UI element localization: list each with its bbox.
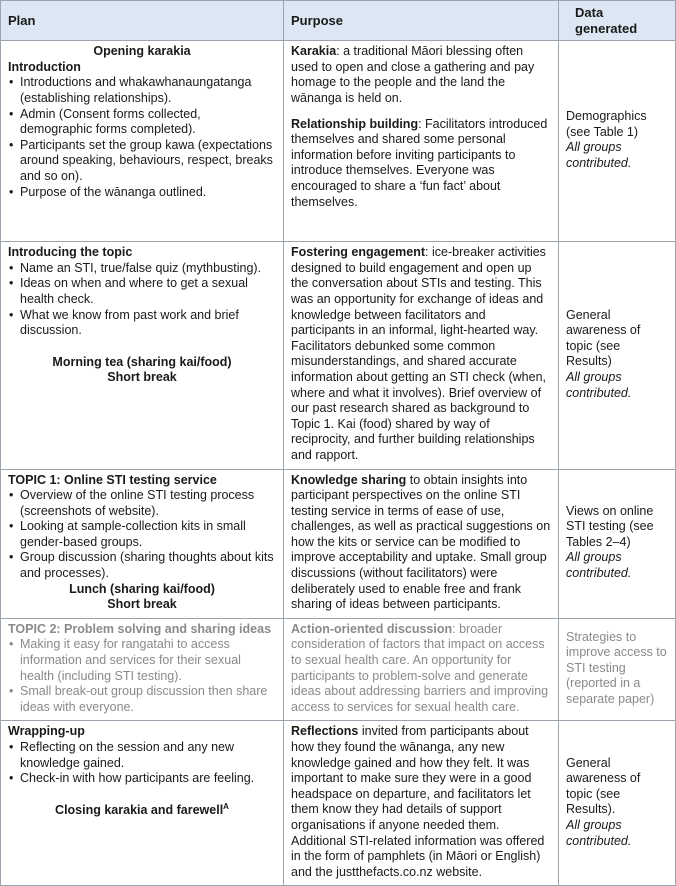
table-row (1, 469, 676, 618)
purpose-text: : a traditional Māori blessing often used to open and close a gathering and pay homage to the people and the land the wānanga is held on. (291, 44, 535, 105)
data-note: All groups contributed. (566, 817, 632, 848)
list-item: • What we know from past work and brief discussion. (20, 308, 276, 339)
list-item: • Introductions and whakawhanaungatanga (establishing relationships). (20, 75, 276, 106)
plan-cell (1, 41, 284, 242)
purpose-paragraph (291, 622, 551, 716)
plan-list (8, 488, 276, 582)
plan-cell (1, 721, 284, 886)
plan-center-label: Morning tea (sharing kai/food) (52, 354, 232, 369)
list-item: • Making it easy for rangatahi to access information and services for their sexual health (including STI testing). (20, 637, 276, 684)
plan-center-label: Lunch (sharing kai/food) (69, 581, 215, 596)
data-note: All groups contributed. (566, 369, 632, 400)
data-cell (559, 721, 676, 886)
plan-list (8, 75, 276, 200)
header-purpose: Purpose (284, 1, 559, 41)
header-data-generated: Data generated (559, 1, 676, 41)
plan-list (8, 740, 276, 787)
list-item: • Reflecting on the session and any new knowledge gained. (20, 740, 276, 771)
data-text: Demographics (see Table 1) (566, 109, 647, 139)
list-item: • Group discussion (sharing thoughts about kits and processes). (20, 550, 276, 581)
data-cell (559, 41, 676, 242)
purpose-cell (284, 721, 559, 886)
purpose-text: to obtain insights into participant perspectives on the online STI testing service in terms of ease of use, challenges, as well as practical suggestions on how the kits or service can be modified to improve acceptability and uptake. Small group discussions (without facilitators) were deliberately used to enable free and frank sharing of ideas between participants. (291, 472, 551, 612)
purpose-term: Reflections (291, 724, 359, 739)
plan-cell (1, 618, 284, 721)
data-note: All groups contributed. (566, 550, 632, 581)
plan-heading: Introducing the topic (8, 245, 133, 260)
purpose-text: : Facilitators introduced themselves and shared some personal information before inviting participants to introduce themselves. Everyone was encouraged to share a ‘fun fact’ about themselves. (291, 116, 548, 209)
purpose-text: : broader consideration of factors that impact on access to sexual health care. An opportunity for participants to problem-solve and generate ideas about addressing barriers and improving access to services for sexual health care. (291, 621, 549, 714)
purpose-term: Relationship building (291, 116, 419, 131)
list-item: • Admin (Consent forms collected, demographic forms completed). (20, 107, 276, 138)
purpose-cell (284, 618, 559, 721)
purpose-text: : ice-breaker activities designed to build engagement and open up the conversation about STIs and testing. This was an opportunity for exchange of ideas and knowledge between facilitators and participants in an informal, light-hearted way. Facilitators debunked some common misunderstandings, and shared accurate information about getting an STI check (when, where and what it involves). Brief overview of our past research shared as background to Topic 1. Kai (food) shared by way of reciprocity, and further building relationships and rapport. (291, 245, 547, 462)
purpose-paragraph (291, 724, 551, 880)
data-cell (559, 469, 676, 618)
purpose-paragraph (291, 473, 551, 613)
purpose-cell (284, 41, 559, 242)
header-row (1, 1, 676, 41)
list-item: • Check-in with how participants are feeling. (20, 771, 276, 787)
plan-heading: Introduction (8, 59, 81, 74)
list-item: • Small break-out group discussion then share ideas with everyone. (20, 684, 276, 715)
list-item: • Purpose of the wānanga outlined. (20, 185, 276, 201)
data-text: Views on online STI testing (see Tables 2–4) (566, 503, 654, 549)
purpose-term: Knowledge sharing (291, 472, 407, 487)
purpose-term: Karakia (291, 44, 337, 59)
plan-center-label (8, 803, 276, 819)
purpose-text: invited from participants about how they found the wānanga, any new knowledge gained and how they felt. It was important to make sure they were in a good headspace on departure, and facilitators let them know they had details of support organisations if anyone needed them. Additional STI-related information was offered in the form of pamphlets (in Māori or English) and the justthefacts.co.nz website. (291, 724, 545, 879)
purpose-cell (284, 242, 559, 469)
list-item: • Name an STI, true/false quiz (mythbusting). (20, 261, 276, 277)
plan-heading: Wrapping-up (8, 724, 85, 739)
table-row (1, 618, 676, 721)
purpose-paragraph (291, 117, 551, 211)
header-plan: Plan (1, 1, 284, 41)
plan-cell (1, 242, 284, 469)
data-text: General awareness of topic (see Results). (566, 755, 641, 817)
table-row (1, 721, 676, 886)
purpose-paragraph (291, 245, 551, 463)
purpose-paragraph (291, 44, 551, 106)
footnote-marker: A (223, 801, 229, 811)
plan-list (8, 261, 276, 339)
data-text: Strategies to improve access to STI testing (reported in a separate paper) (566, 629, 667, 707)
purpose-cell (284, 469, 559, 618)
table-row (1, 41, 676, 242)
list-item: • Ideas on when and where to get a sexual health check. (20, 276, 276, 307)
plan-heading: TOPIC 1: Online STI testing service (8, 472, 217, 487)
data-note: All groups contributed. (566, 140, 632, 170)
list-item: • Participants set the group kawa (expectations around speaking, behaviours, respect, breaks and so on). (20, 138, 276, 185)
data-cell (559, 242, 676, 469)
purpose-term: Fostering engagement (291, 245, 426, 260)
plan-heading: TOPIC 2: Problem solving and sharing ideas (8, 621, 272, 636)
plan-center-label: Short break (107, 370, 177, 385)
plan-center-text: Closing karakia and farewell (55, 802, 224, 817)
plan-list (8, 637, 276, 715)
plan-cell (1, 469, 284, 618)
data-cell (559, 618, 676, 721)
list-item: • Looking at sample-collection kits in small gender-based groups. (20, 519, 276, 550)
list-item: • Overview of the online STI testing process (screenshots of website). (20, 488, 276, 519)
plan-center-label: Short break (107, 597, 177, 612)
plan-center-label: Opening karakia (93, 44, 191, 59)
table-row (1, 242, 676, 469)
data-text: General awareness of topic (see Results) (566, 307, 641, 369)
purpose-term: Action-oriented discussion (291, 621, 453, 636)
